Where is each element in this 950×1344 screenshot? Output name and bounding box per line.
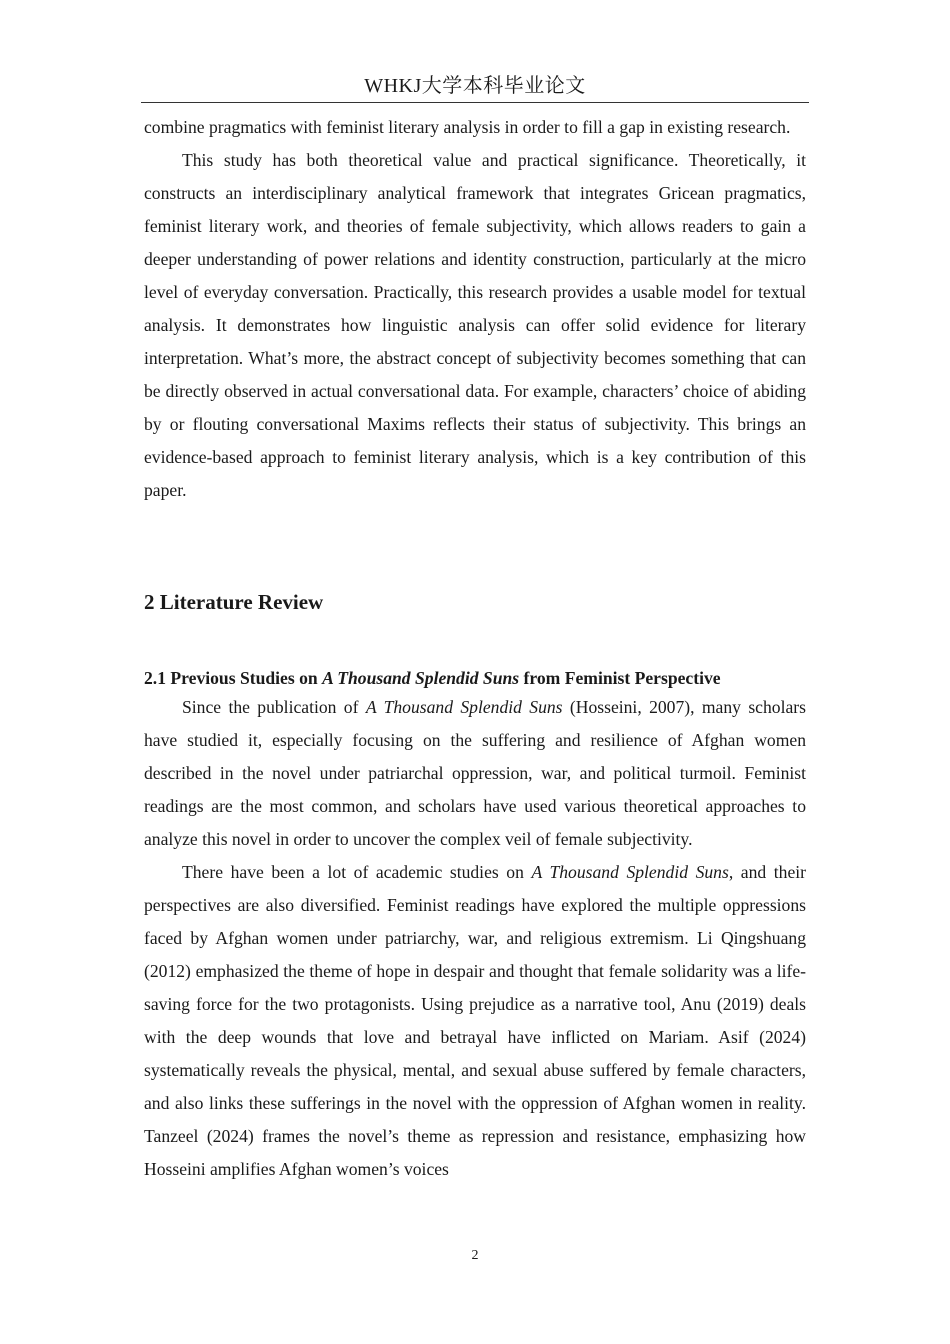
book-title: A Thousand Splendid Suns [365, 697, 563, 717]
header-divider [141, 102, 809, 103]
paragraph-publication [144, 691, 806, 856]
running-header: WHKJ大学本科毕业论文 [364, 75, 586, 97]
paragraph-publication-lead: Since the publication of [182, 697, 366, 717]
intro-text [144, 111, 806, 507]
paragraph-studies-lead: There have been a lot of academic studies on [182, 862, 532, 882]
subsection-heading-prefix: 2.1 Previous Studies on [144, 668, 323, 688]
paragraph-significance: This study has both theoretical value and practical significance. Theoretically, it constructs an interdisciplinary analytical framework that integrates Gricean pragmatics, feminist literary work, and theories of female subjectivity, which allows readers to gain a deeper understanding of power relations and identity construction, particularly at the micro level of everyday conversation. Practically, this research provides a usable model for textual analysis. It demonstrates how linguistic analysis can offer solid evidence for literary interpretation. What’s more, the abstract concept of subjectivity becomes something that can be directly observed in actual conversational data. For example, characters’ choice of abiding by or flouting conversational Maxims reflects their status of subjectivity. This brings an evidence-based approach to feminist literary analysis, which is a key contribution of this paper. [144, 150, 806, 500]
paragraph-studies-body: , and their perspectives are also diversified. Feminist readings have explored the multiple oppressions faced by Afghan women under patriarchy, war, and religious extremism. Li Qingshuang (2012) emphasized the theme of hope in despair and thought that female solidarity was a life-saving force for the two protagonists. Using prejudice as a narrative tool, Anu (2019) deals with the deep wounds that love and betrayal have inflicted on Mariam. Asif (2024) systematically reveals the physical, mental, and sexual abuse suffered by female characters, and also links these sufferings in the novel with the oppression of Afghan women in reality. Tanzeel (2024) frames the novel’s theme as repression and resistance, emphasizing how Hosseini amplifies Afghan women’s voices [144, 862, 807, 1179]
book-title: A Thousand Splendid Suns [531, 862, 729, 882]
subsection-heading-book-title: A Thousand Splendid Suns [322, 668, 520, 688]
paragraph-publication-body: (Hosseini, 2007), many scholars have studied it, especially focusing on the suffering and resilience of Afghan women described in the novel under patriarchal oppression, war, and political turmoil. Feminist readings are the most common, and scholars have used various theoretical approaches to analyze this novel in order to uncover the complex veil of female subjectivity. [144, 697, 806, 849]
page-number: 2 [471, 1248, 479, 1263]
subsection-heading-suffix: from Feminist Perspective [519, 668, 721, 688]
literature-review-text [144, 691, 806, 1186]
paragraph-studies [144, 856, 806, 1186]
section-heading: 2 Literature Review [144, 590, 324, 614]
subsection-heading [144, 663, 721, 693]
paragraph-continuation: combine pragmatics with feminist literary analysis in order to fill a gap in existing research. [144, 117, 791, 137]
